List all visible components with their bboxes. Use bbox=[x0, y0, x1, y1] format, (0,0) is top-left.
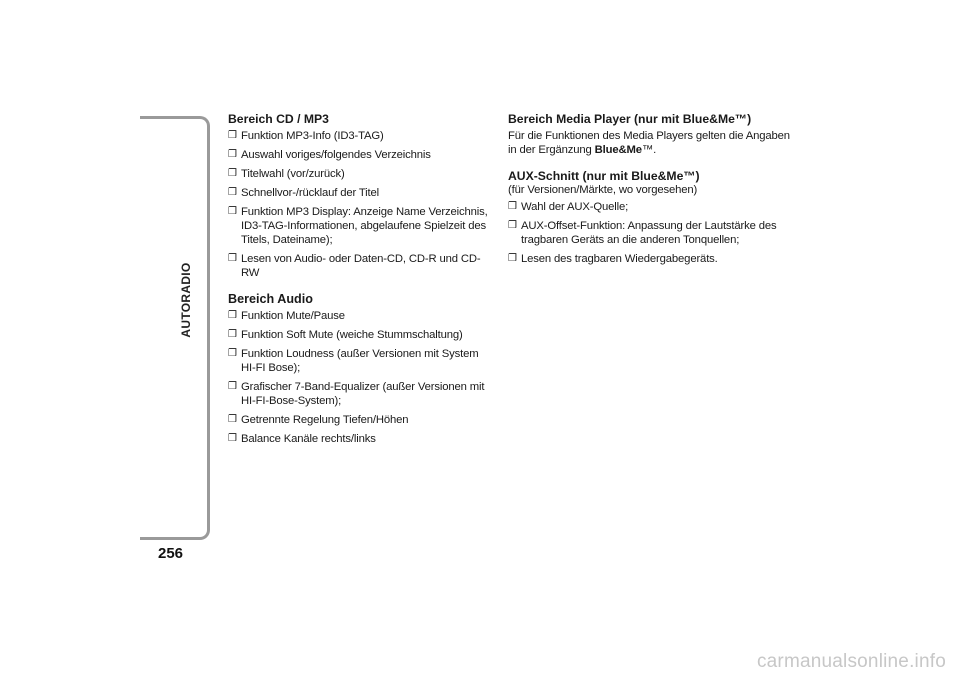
left-column bbox=[228, 112, 496, 451]
list-item: ❒ Wahl der AUX-Quelle; bbox=[508, 201, 629, 213]
list-item: ❒ Funktion MP3-Info (ID3-TAG) bbox=[228, 130, 384, 142]
checkbox-bullet-icon: ❒ bbox=[228, 310, 237, 321]
checkbox-bullet-icon: ❒ bbox=[228, 329, 237, 340]
list-item: ❒ Funktion Soft Mute (weiche Stummschaltung) bbox=[228, 329, 463, 341]
blue-me-term: Blue&Me bbox=[594, 144, 642, 156]
list-item: ❒ Auswahl voriges/folgendes Verzeichnis bbox=[228, 149, 431, 161]
checkbox-bullet-icon: ❒ bbox=[228, 206, 237, 217]
right-column bbox=[508, 112, 798, 271]
list-item: ❒ Balance Kanäle rechts/links bbox=[228, 433, 376, 445]
aux-list bbox=[508, 200, 798, 266]
checkbox-bullet-icon: ❒ bbox=[228, 253, 237, 264]
page-number: 256 bbox=[158, 545, 184, 562]
list-item: ❒ Lesen von Audio- oder Daten-CD, CD-R und CD-RW bbox=[228, 253, 481, 279]
checkbox-bullet-icon: ❒ bbox=[228, 149, 237, 160]
checkbox-bullet-icon: ❒ bbox=[228, 414, 237, 425]
list-item: ❒ Getrennte Regelung Tiefen/Höhen bbox=[228, 414, 409, 426]
checkbox-bullet-icon: ❒ bbox=[228, 381, 237, 392]
watermark: carmanualsonline.info bbox=[756, 651, 946, 672]
checkbox-bullet-icon: ❒ bbox=[228, 168, 237, 179]
checkbox-bullet-icon: ❒ bbox=[228, 433, 237, 444]
list-item: ❒ Grafischer 7-Band-Equalizer (außer Versionen mit HI-FI-Bose-System); bbox=[228, 381, 485, 407]
aux-subtitle: (für Versionen/Märkte, wo vorgesehen) bbox=[508, 184, 698, 196]
media-player-text: Für die Funktionen des Media Players gelten die Angaben in der Ergänzung Blue&Me™. bbox=[508, 130, 790, 156]
list-item: ❒ AUX-Offset-Funktion: Anpassung der Lautstärke des tragbaren Geräts an die anderen Tonquellen; bbox=[508, 220, 777, 246]
media-player-heading: Bereich Media Player (nur mit Blue&Me™) bbox=[508, 112, 752, 126]
list-item: ❒ Lesen des tragbaren Wiedergabegeräts. bbox=[508, 253, 718, 265]
list-item: ❒ Funktion MP3 Display: Anzeige Name Verzeichnis, ID3-TAG-Informationen, abgelaufene Spielzeit des Titels, Dateiname); bbox=[228, 206, 488, 246]
aux-heading: AUX-Schnitt (nur mit Blue&Me™) bbox=[508, 169, 700, 183]
checkbox-bullet-icon: ❒ bbox=[508, 253, 517, 264]
cd-mp3-heading: Bereich CD / MP3 bbox=[228, 112, 329, 126]
checkbox-bullet-icon: ❒ bbox=[228, 348, 237, 359]
list-item: ❒ Schnellvor-/rücklauf der Titel bbox=[228, 187, 380, 199]
checkbox-bullet-icon: ❒ bbox=[228, 187, 237, 198]
list-item: ❒ Funktion Mute/Pause bbox=[228, 310, 345, 322]
audio-heading: Bereich Audio bbox=[228, 292, 313, 306]
list-item: ❒ Funktion Loudness (außer Versionen mit System HI-FI Bose); bbox=[228, 348, 479, 374]
side-bracket bbox=[140, 116, 210, 540]
section-side-label: AUTORADIO bbox=[179, 262, 193, 338]
checkbox-bullet-icon: ❒ bbox=[508, 201, 517, 212]
checkbox-bullet-icon: ❒ bbox=[508, 220, 517, 231]
audio-list bbox=[228, 309, 496, 446]
checkbox-bullet-icon: ❒ bbox=[228, 130, 237, 141]
cd-mp3-list bbox=[228, 129, 496, 280]
list-item: ❒ Titelwahl (vor/zurück) bbox=[228, 168, 345, 180]
